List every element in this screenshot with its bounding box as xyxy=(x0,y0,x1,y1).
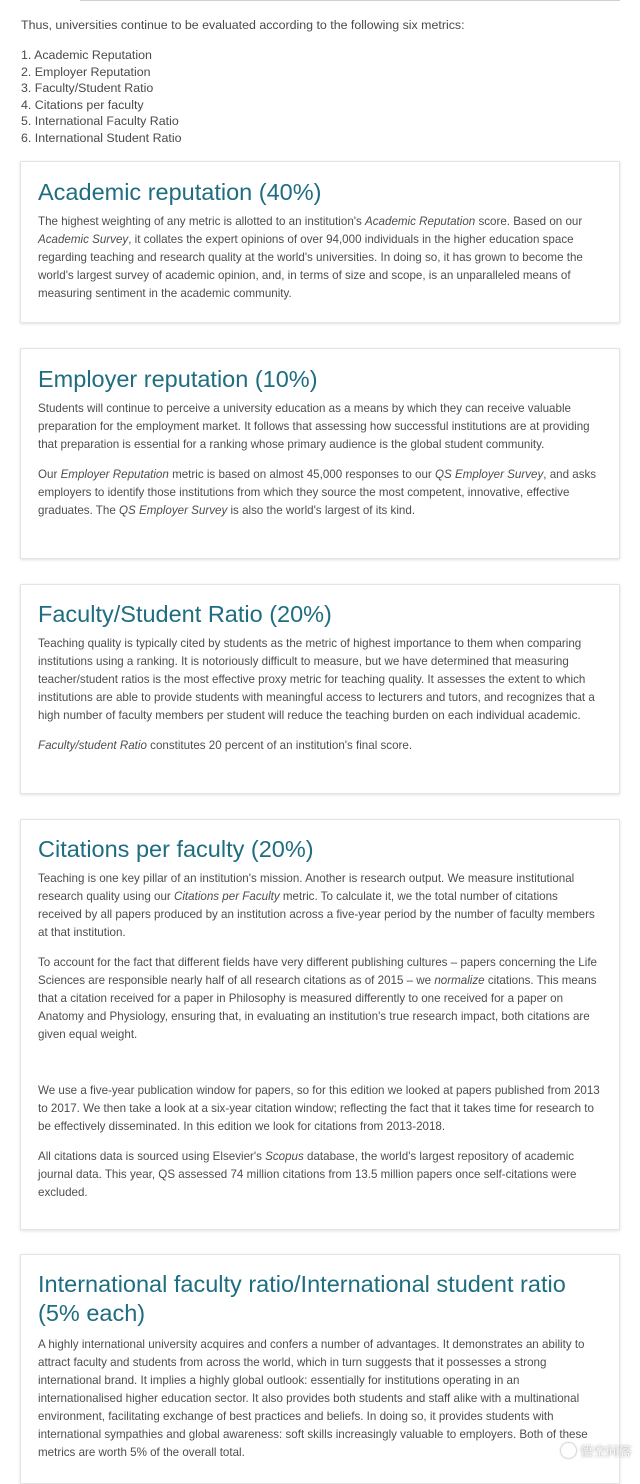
text-run-italic: Employer Reputation xyxy=(60,468,169,481)
text-run: database, the world's largest repository of academic journal data. This year, QS assessed 74 million citations from 13.5 million papers once self-citations were excluded. xyxy=(38,1150,577,1199)
international-ratio-card xyxy=(20,1254,620,1484)
text-run-italic: Citations per Faculty xyxy=(173,890,280,903)
text-run-italic: Academic Survey xyxy=(38,233,129,246)
text-run: citations. This means that a citation received for a paper in Philosophy is measured differently to one received for a paper on Anatomy and Physiology, ensuring that, in evaluating an institution's true research impact, both citations are given equal weight. xyxy=(38,974,597,1041)
international-ratio-text: A highly international university acquires and confers a number of advantages. It demonstrates an ability to attract faculty and students from across the world, which in turn suggests that it possesses a strong international brand. It implies a highly global outlook: essentially for institutions operating in an internationalised higher education sector. It also provides both students and staff alike with a multinational environment, facilitating exchange of best practices and beliefs. In doing so, it provides students with international sympathies and global awareness: soft skills increasingly valuable to employers. Both of these metrics are worth 5% of the overall total. xyxy=(38,1338,588,1459)
text-run: The highest weighting of any metric is allotted to an institution's xyxy=(38,215,366,228)
text-run-italic: Academic Reputation xyxy=(365,215,476,228)
metrics-list xyxy=(21,47,182,146)
text-run: metric. To calculate it, we the total number of citations received by all papers produced by an institution across a five-year period by the number of faculty members at that institution. xyxy=(38,890,595,939)
text-run: metric is based on almost 45,000 responses to our xyxy=(168,468,435,481)
faculty-student-ratio-text-2 xyxy=(38,737,602,755)
citations-per-faculty-title: Citations per faculty (20%) xyxy=(38,836,314,862)
metric-item: 5. International Faculty Ratio xyxy=(21,114,179,128)
academic-reputation-title: Academic reputation (40%) xyxy=(38,179,322,205)
text-run: Teaching is one key pillar of an institution's mission. Another is research output. We measure institutional research quality using our xyxy=(38,872,575,903)
text-run: , and asks employers to identify those institutions from which they source the most competent, innovative, effective graduates. The xyxy=(38,468,597,517)
text-run: All citations data is sourced using Elsevier's xyxy=(38,1150,266,1163)
text-run: Our xyxy=(38,468,61,481)
watermark-text: 悟空问答 xyxy=(579,1444,632,1459)
text-run: To account for the fact that different fields have very different publishing cultures – papers concerning the Life Sciences are responsible nearly half of all research citations as of 2015 – we xyxy=(38,956,597,987)
text-run: constitutes 20 percent of an institution's final score. xyxy=(146,739,413,752)
employer-reputation-title: Employer reputation (10%) xyxy=(38,366,318,392)
faculty-student-ratio-title: Faculty/Student Ratio (20%) xyxy=(38,601,332,627)
metric-item: 3. Faculty/Student Ratio xyxy=(21,81,154,95)
academic-reputation-text xyxy=(38,213,602,303)
academic-reputation-card xyxy=(20,161,620,323)
employer-reputation-card xyxy=(20,348,620,559)
citations-text-1 xyxy=(38,870,602,942)
top-divider xyxy=(80,0,620,1)
intro-sentence: Thus, universities continue to be evaluated according to the following six metrics: xyxy=(21,18,465,32)
employer-reputation-text-1: Students will continue to perceive a university education as a means by which they can receive valuable preparation for the employment market. It follows that assessing how successful institutions are at providing that preparation is essential for a ranking whose primary audience is the global student community. xyxy=(38,402,590,451)
metric-item: 4. Citations per faculty xyxy=(21,97,144,112)
metric-item: 6. International Student Ratio xyxy=(21,130,182,145)
employer-reputation-text-2 xyxy=(38,466,602,520)
metric-item: 2. Employer Reputation xyxy=(21,64,151,79)
citations-text-3: We use a five-year publication window for papers, so for this edition we looked at papers published from 2013 to 2017. We then take a look at a six-year citation window; reflecting the fact that it takes time for research to be effectively disseminated. In this edition we look for citations from 2013-2018. xyxy=(38,1084,600,1133)
text-run: , it collates the expert opinions of over 94,000 individuals in the higher education space regarding teaching and research quality at the world's universities. In doing so, it has grown to become the world's largest survey of academic opinion, and, in terms of size and scope, is an unparalleled means of measuring sentiment in the academic community. xyxy=(38,233,583,300)
international-ratio-title: International faculty ratio/International student ratio (5% each) xyxy=(38,1271,566,1326)
intro-text xyxy=(21,16,621,34)
citations-text-4 xyxy=(38,1148,602,1202)
watermark xyxy=(561,1441,632,1460)
chat-bubble-icon xyxy=(561,1443,576,1458)
citations-per-faculty-card xyxy=(20,819,620,1230)
text-run-italic: Faculty/student Ratio xyxy=(38,739,147,752)
text-run: is also the world's largest of its kind. xyxy=(227,504,416,517)
text-run-italic: QS Employer Survey xyxy=(119,504,228,517)
text-run-italic: Scopus xyxy=(265,1150,304,1163)
faculty-student-ratio-card xyxy=(20,584,620,794)
metric-item: 1. Academic Reputation xyxy=(21,48,152,62)
text-run: score. Based on our xyxy=(475,215,583,228)
citations-text-2 xyxy=(38,954,602,1044)
text-run-italic: QS Employer Survey xyxy=(435,468,544,481)
faculty-student-ratio-text-1: Teaching quality is typically cited by students as the metric of highest importance to them when comparing institutions using a ranking. It is notoriously difficult to measure, but we have determined that measuring teacher/student ratios is the most effective proxy metric for teaching quality. It assesses the extent to which institutions are able to provide students with meaningful access to lecturers and tutors, and recognizes that a high number of faculty members per student will reduce the teaching burden on each individual academic. xyxy=(38,637,595,722)
text-run-italic: normalize xyxy=(434,974,485,987)
